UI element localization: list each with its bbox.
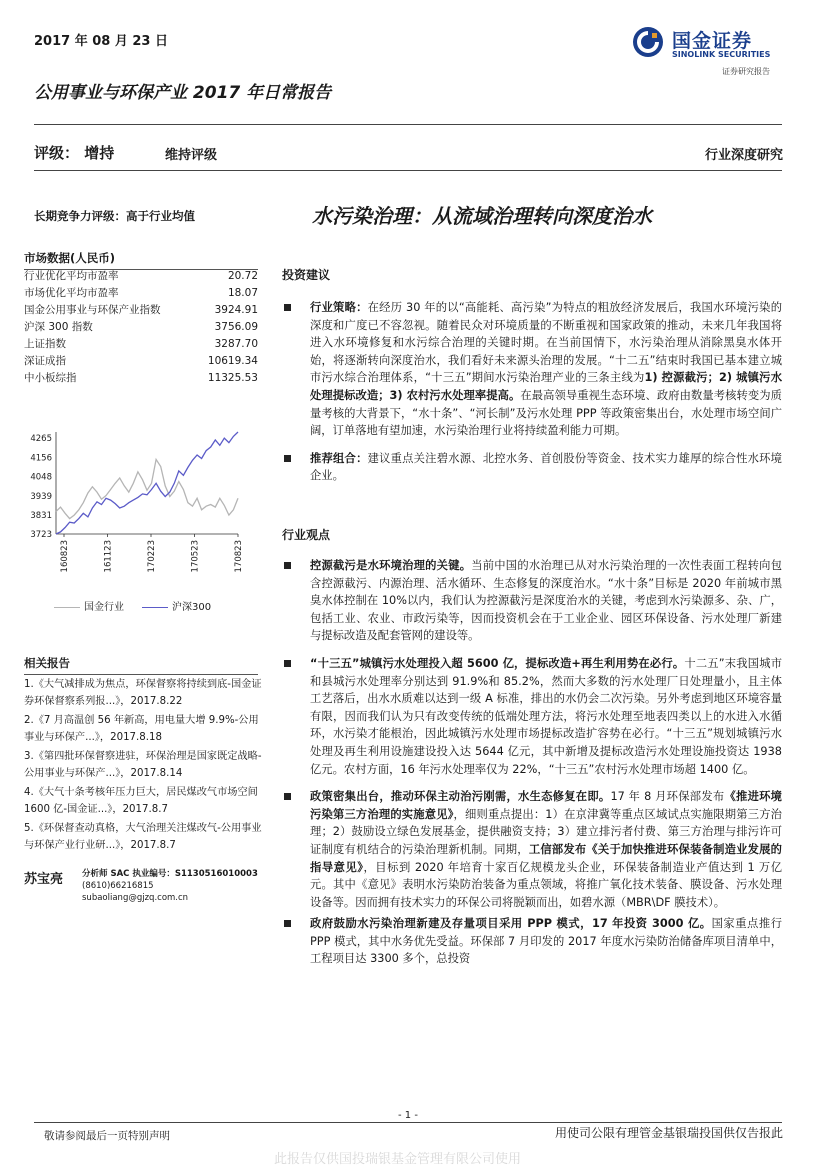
analyst-cert: 分析师 SAC 执业编号：S1130516010003 bbox=[82, 869, 258, 879]
strategy-text-a: 在经历 30 年的以“高能耗、高污染”为特点的粗放经济发展后，我国水环境污染的深度和广度已不容忽视。随着民众对环境质量的不断重视和国家政策的推动，未来几年我国将进入水环境修复和水污综合治理的关键时期。在当前国情下，水污染治理从消除黑臭水体开始，将逐渐转向深度治水，我们看好未来源头治理的发展。“十二五”结束时我国已基本建立城市污水综合治理体系，“十三五”期间水污染治理产业的三条主线为 bbox=[310, 301, 782, 385]
market-value: 20.72 bbox=[227, 270, 258, 282]
y-tick-label: 3831 bbox=[30, 510, 52, 521]
market-value: 3756.09 bbox=[214, 321, 258, 333]
legend-item bbox=[54, 598, 124, 613]
market-data-title: 市场数据(人民币) bbox=[24, 250, 258, 270]
views-section bbox=[282, 557, 782, 968]
portfolio-text: 建议重点关注碧水源、北控水务、首创股份等资金、技术实力雄厚的综合性水环境企业。 bbox=[310, 451, 782, 483]
paragraph-view-3 bbox=[282, 788, 782, 911]
market-data-table bbox=[24, 268, 258, 387]
market-row bbox=[24, 336, 258, 353]
market-row bbox=[24, 370, 258, 387]
view-3-text-c: ，目标到 2020 年培育十家百亿规模龙头企业，环保装备制造业产值达到 1 万亿元。其中《意见》表明水污染防治装备为重点领域，将推广氧化技术装备、膜设备、污水处理设备等。因而拥有技术实力的环保公司将脱颖而出，如碧水源（MBR\DF 膜技术）。 bbox=[310, 860, 782, 909]
related-report-link[interactable]: 4.《大气十条考核年压力巨大，居民煤改气市场空间 1600 亿-国金证...》，2017.8.7 bbox=[24, 787, 258, 815]
related-report-link[interactable]: 1.《大气减排成为焦点，环保督察将持续到底-国金证券环保督察系列报...》，2017.8.22 bbox=[24, 679, 262, 707]
market-row bbox=[24, 285, 258, 302]
strategy-heading: 行业策略： bbox=[310, 301, 368, 314]
investment-section bbox=[282, 299, 782, 485]
view-4-text: 国家重点推行 PPP 模式，其中水务优先受益。环保部 7 月印发的 2017 年度水污染防治储备库项目清单中，工程项目达 3300 多个，总投资 bbox=[310, 917, 782, 966]
long-term-rating: 长期竞争力评级：高于行业均值 bbox=[34, 209, 195, 223]
market-label: 行业优化平均市盈率 bbox=[24, 270, 119, 282]
market-row bbox=[24, 302, 258, 319]
legend-line-gray bbox=[54, 607, 80, 608]
market-row bbox=[24, 353, 258, 370]
market-label: 沪深 300 指数 bbox=[24, 321, 93, 333]
report-series-title: 公用事业与环保产业 2017 年日常报告 bbox=[34, 83, 332, 103]
legend-line-blue bbox=[142, 607, 168, 608]
x-tick-label: 160823 bbox=[60, 540, 70, 573]
section-title-investment: 投资建议 bbox=[282, 268, 331, 282]
view-2-heading: “十三五”城镇污水处理投入超 5600 亿，提标改造+再生利用势在必行。 bbox=[310, 656, 685, 670]
x-tick-label: 161123 bbox=[103, 540, 114, 573]
related-reports-list bbox=[24, 676, 262, 856]
paragraph-view-1 bbox=[282, 557, 782, 645]
watermark: 此报告仅供国投瑞银基金管理有限公司使用 bbox=[274, 1152, 522, 1167]
main-title: 水污染治理：从流域治理转向深度治水 bbox=[312, 204, 652, 228]
index-comparison-chart bbox=[24, 430, 258, 620]
paragraph-view-4 bbox=[282, 915, 782, 968]
disclaimer-note: 敬请参阅最后一页特别声明 bbox=[44, 1130, 170, 1142]
x-tick-label: 170823 bbox=[234, 540, 244, 573]
market-value: 3924.91 bbox=[214, 304, 258, 316]
market-row bbox=[24, 268, 258, 285]
x-tick-label: 170223 bbox=[147, 540, 157, 573]
legend-label: 国金行业 bbox=[84, 602, 124, 613]
y-tick-label: 3723 bbox=[30, 530, 52, 540]
report-date: 2017 年 08 月 23 日 bbox=[34, 34, 168, 49]
view-4-heading: 政府鼓励水污染治理新建及存量项目采用 PPP 模式，17 年投资 3000 亿。 bbox=[310, 917, 712, 931]
view-3-heading: 政策密集出台，推动环保主动治污刚需，水生态修复在即。 bbox=[310, 790, 611, 804]
analyst-phone: (8610)66216815 bbox=[82, 881, 154, 891]
y-tick-label: 3939 bbox=[30, 491, 52, 502]
paragraph-strategy bbox=[282, 299, 782, 440]
market-value: 11325.53 bbox=[207, 372, 258, 384]
footer-usage-note: 用使司公限有理管金基银瑞投国供仅告报此 bbox=[554, 1126, 783, 1140]
paragraph-portfolio bbox=[282, 450, 782, 485]
y-tick-label: 4156 bbox=[30, 453, 52, 464]
x-tick-label: 170523 bbox=[190, 540, 201, 573]
related-report-link[interactable]: 3.《第四批环保督察进驻，环保治理是国家既定战略-公用事业与环保产...》，2017.8.14 bbox=[24, 751, 262, 779]
market-label: 市场优化平均市盈率 bbox=[24, 287, 119, 299]
related-reports-title: 相关报告 bbox=[24, 655, 258, 675]
legend-label: 沪深300 bbox=[172, 602, 212, 613]
legend-item bbox=[142, 598, 211, 613]
page-number: - 1 - bbox=[398, 1110, 418, 1121]
market-label: 深证成指 bbox=[24, 355, 66, 367]
market-value: 18.07 bbox=[227, 287, 258, 299]
market-label: 国金公用事业与环保产业指数 bbox=[24, 304, 161, 316]
analyst-email[interactable]: subaoliang@gjzq.com.cn bbox=[82, 893, 189, 903]
paragraph-view-2 bbox=[282, 655, 782, 778]
analyst-name: 苏宝亮 bbox=[24, 872, 64, 887]
view-2-text: 十二五”末我国城市和县城污水处理率分别达到 91.9%和 85.2%，然而大多数的污水处理厂日处理量小，且主体工艺落后，出水水质难以达到一级 A 标准，排出的水仍会二次污染。另外考虑到地区环境容量有限，因而我们认为只有改变传统的低端处理方法，将污水处理至地表四类以上的水进入水循环，水污染才能根治，因此城镇污水处理市场提标改造扩容势在必行。“十三五”规划城镇污水处理及再生利用设施建设投入达 5644 亿元，其中新增及提标改造污水处理设施投资达 1938 亿元。农村方面，16 年污水处理率仅为 22%，“十三五”农村污水处理市场超 1400 亿。 bbox=[310, 656, 782, 776]
rating: 评级： 增持 bbox=[34, 144, 115, 162]
view-3-text-a: 17 年 8 月环保部发布 bbox=[610, 790, 725, 804]
view-3-bold-2: 工信部发布《关于加快推进环保装备制造业发展的指导意见》 bbox=[310, 842, 782, 874]
report-type: 行业深度研究 bbox=[704, 148, 783, 163]
view-1-text: 当前中国的水治理已从对水污染治理的一次性表面工程转向包含控源截污、内源治理、活水循环、生态修复的深度治水。“水十条”目标是 2020 年前城市黑臭水体控制在 10%以内，我们认为控源截污是深度治水的关键，考虑到水污染源多、杂、广，包括工业、农业、市政污染等，因而投资机会在于工业企业、园区环保设备、污水处理厂新建与提标改造及配套管网的建设等。 bbox=[310, 559, 782, 643]
view-3-bold-1: 《推进环境污染第三方治理的实施意见》 bbox=[310, 790, 782, 821]
logo-english-name: SINOLINK SECURITIES bbox=[672, 50, 771, 59]
rating-status: 维持评级 bbox=[165, 148, 218, 163]
strategy-text-bold: 1) 控源截污；2) 城镇污水处理提标改造；3) 农村污水处理率提高。 bbox=[310, 371, 782, 402]
market-value: 10619.34 bbox=[207, 355, 258, 367]
y-tick-label: 4048 bbox=[30, 472, 52, 483]
view-3-text-b: ，细则重点提出：1）在京津冀等重点区域试点实施限期第三方治理；2）鼓励设立绿色发展基金，提供融资支持；3）建立排污者付费、第三方治理与排污许可证制度有机结合的污染治理新机制。同期， bbox=[310, 807, 782, 856]
rating-divider bbox=[34, 170, 782, 171]
y-tick-label: 4265 bbox=[30, 434, 52, 445]
strategy-text-b: 在最高领导重视生态环境、政府由数量考核转变为质量考核的大背景下，“水十条”、“河长制”及污水处理 PPP 等政策密集出台，水处理市场空间广阔，订单落地有望加速，水污染治理行业将持续盈利能力可期。 bbox=[310, 388, 782, 438]
series-line-国金行业 bbox=[56, 459, 238, 518]
chart-legend bbox=[54, 598, 254, 613]
footer-divider bbox=[34, 1122, 782, 1123]
series-line-沪深300 bbox=[56, 432, 238, 534]
header-divider bbox=[34, 124, 782, 125]
market-value: 3287.70 bbox=[214, 338, 258, 350]
market-label: 中小板综指 bbox=[24, 372, 77, 384]
analyst-info bbox=[82, 868, 258, 904]
section-title-views: 行业观点 bbox=[282, 528, 331, 542]
analyst-block bbox=[24, 868, 264, 903]
sinolink-logo-icon bbox=[632, 26, 664, 58]
market-row bbox=[24, 319, 258, 336]
market-label: 上证指数 bbox=[24, 338, 66, 350]
portfolio-heading: 推荐组合： bbox=[310, 451, 368, 465]
view-1-heading: 控源截污是水环境治理的关键。 bbox=[310, 559, 472, 572]
company-logo bbox=[632, 24, 792, 80]
related-report-link[interactable]: 2.《7 月高温创 56 年新高，用电量大增 9.9%-公用事业与环保产...》，2017.8.18 bbox=[24, 715, 259, 743]
related-report-link[interactable]: 5.《环保督查动真格，大气治理关注煤改气-公用事业与环保产业行业研...》，2017.8.7 bbox=[24, 823, 262, 851]
logo-subtitle: 证券研究报告 bbox=[722, 67, 770, 76]
logo-chinese-name: 国金证券 bbox=[672, 30, 753, 52]
